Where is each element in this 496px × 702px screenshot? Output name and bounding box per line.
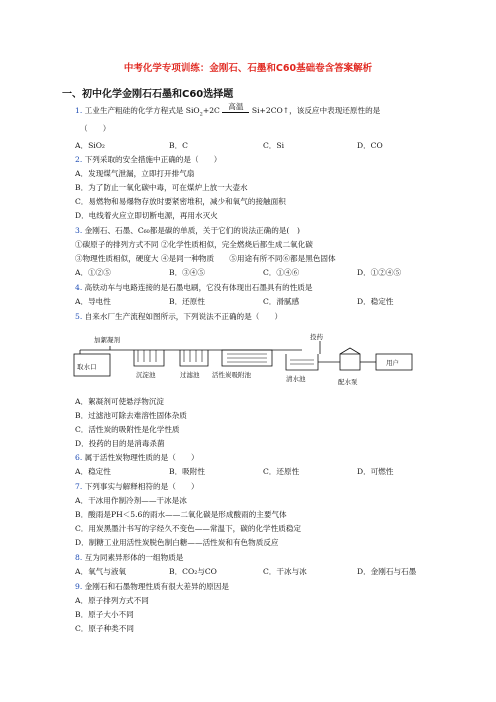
question-7-stem: 7. 下列事实与解释相符的是（ ） xyxy=(75,482,199,491)
option: B．③④⑤ xyxy=(169,268,205,277)
option: B．为了防止一氧化碳中毒，可在煤炉上放一大壶水 xyxy=(75,183,248,192)
question-1-stem: 1. 工业生产粗硅的化学方程式是 SiO$_2$+2C 高温 Si+2CO↑，该反应中表现还原性的是 xyxy=(75,102,381,118)
option: C．原子种类不同 xyxy=(75,624,134,633)
option: A．稳定性 xyxy=(75,467,111,476)
label-carbon: 活性炭吸附池 xyxy=(212,371,251,379)
option: B．CO₂与CO xyxy=(169,567,217,576)
question-3-statement-1: ①碳原子的排列方式不同 ②化学性质相似，完全燃烧后都生成二氧化碳 xyxy=(75,240,313,249)
label-clearwater: 清水池 xyxy=(286,375,306,383)
label-user: 用户 xyxy=(386,359,399,367)
reaction-condition: 高温 xyxy=(222,102,249,113)
option: C．①④⑥ xyxy=(263,268,300,277)
option: D．电线着火应立即切断电源，再用水灭火 xyxy=(75,211,218,220)
option: A．原子排列方式不同 xyxy=(75,596,149,605)
option: D．投药的目的是消毒杀菌 xyxy=(75,439,165,448)
label-pump: 配水泵 xyxy=(338,378,358,386)
option: D．可燃性 xyxy=(357,467,394,476)
option: B．过滤池可除去难溶性固体杂质 xyxy=(75,411,187,420)
option: C．滑腻感 xyxy=(263,297,300,306)
question-3-stem: 3. 金刚石、石墨、C₆₀都是碳的单质，关于它们的说法正确的是( ) xyxy=(75,226,300,235)
option: D．稳定性 xyxy=(357,297,394,306)
option: A．导电性 xyxy=(75,297,111,306)
question-1-options xyxy=(75,141,455,151)
question-6-stem: 6. 属于活性炭物理性质的是（ ） xyxy=(75,453,199,462)
question-5-stem: 5. 自来水厂生产流程如图所示，下列说法不正确的是（ ） xyxy=(75,312,283,321)
option: C．活性炭的吸附性是化学性质 xyxy=(75,425,180,434)
option: A．氧气与液氧 xyxy=(75,567,127,576)
option: B．C xyxy=(169,141,188,150)
question-8-options xyxy=(75,567,455,577)
option: D．金刚石与石墨 xyxy=(357,567,417,576)
option: A．絮凝剂可使悬浮物沉淀 xyxy=(75,397,165,406)
option: C．用炭黑墨汁书写的字经久不变色——常温下，碳的化学性质稳定 xyxy=(75,524,302,533)
document-title: 中考化学专项训练：金刚石、石墨和C60基础卷含答案解析 xyxy=(123,63,373,74)
option: A．发现煤气泄漏，立即打开排气扇 xyxy=(75,169,195,178)
question-8-stem: 8. 互为同素异形体的一组物质是 xyxy=(75,553,184,562)
water-treatment-diagram xyxy=(72,332,432,390)
option: A．①②⑤ xyxy=(75,268,111,277)
question-4-stem: 4. 高铁动车与电路连接的是石墨电刷，它没有体现出石墨具有的性质是 xyxy=(75,283,313,292)
option: B．吸附性 xyxy=(169,467,205,476)
option: D．①②④⑤ xyxy=(357,268,402,277)
option: D．制糖工业用活性炭脱色制白糖——活性炭和有色物质反应 xyxy=(75,538,279,547)
option: A．干冰用作制冷剂——干冰是冰 xyxy=(75,496,187,505)
label-dosing: 投药 xyxy=(310,333,323,341)
label-flocculant: 加絮凝剂 xyxy=(94,336,120,344)
question-3-options xyxy=(75,268,455,278)
label-filter: 过滤池 xyxy=(180,371,200,379)
option: B．还原性 xyxy=(169,297,205,306)
sedimentation-tank xyxy=(134,350,164,366)
question-4-options xyxy=(75,297,455,307)
option: B．原子大小不同 xyxy=(75,610,134,619)
pump-box xyxy=(340,354,360,370)
question-3-statement-2: ③物理性质相似，硬度大 ④是同一种物质 ⑤用途有所不同⑥都是黑色固体 xyxy=(75,254,336,263)
label-sedimentation: 沉淀池 xyxy=(136,371,156,379)
option: A．SiO₂ xyxy=(75,141,105,150)
clearwater-tank xyxy=(286,354,318,370)
option: D．CO xyxy=(357,141,383,150)
question-2-stem: 2. 下列采取的安全措施中正确的是（ ） xyxy=(75,155,222,164)
option: C．干冰与冰 xyxy=(263,567,307,576)
label-intake: 取水口 xyxy=(77,363,97,371)
question-9-stem: 9. 金刚石和石墨物理性质有很大差异的原因是 xyxy=(75,582,229,591)
option: C．Si xyxy=(263,141,285,150)
question-1-paren: （ ） xyxy=(80,124,111,133)
option: B．酸雨是PH＜5.6的雨水——二氧化碳是形成酸雨的主要气体 xyxy=(75,510,287,519)
option: C．易燃物和易爆物存放时要紧密堆积，减少和氧气的接触面积 xyxy=(75,197,286,206)
option: C．还原性 xyxy=(263,467,300,476)
section-heading: 一、初中化学金刚石石墨和C60选择题 xyxy=(62,89,234,100)
question-6-options xyxy=(75,467,455,477)
